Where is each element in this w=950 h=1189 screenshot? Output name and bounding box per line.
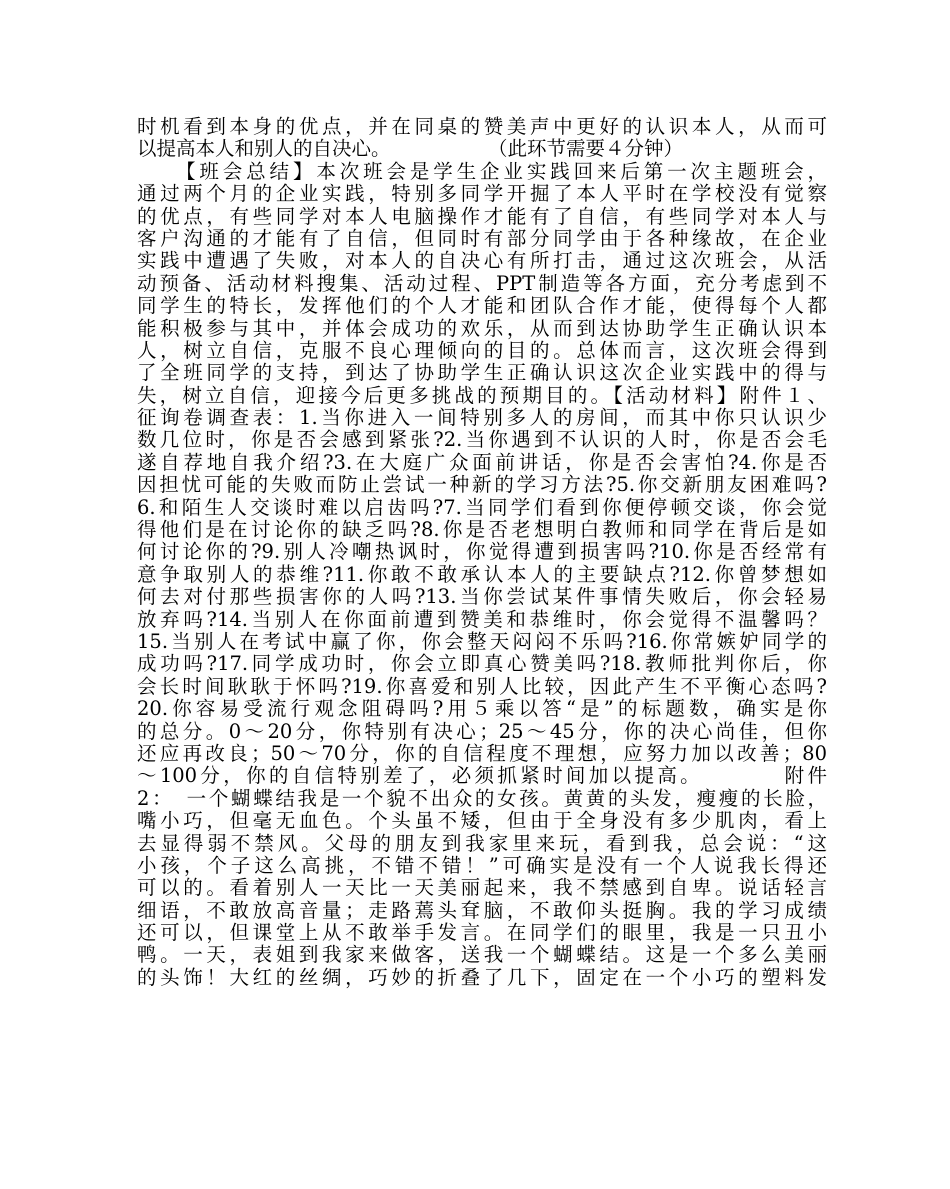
text-line-36: 细语，不敢放高音量；走路蔫头耷脑，不敢仰头挺胸。我的学习成绩 <box>137 899 827 922</box>
text-line-7: 实践中遭遇了失败，对本人的自决心有所打击，通过这次班会，从活 <box>137 250 827 273</box>
text-line-39: 的头饰！大红的丝绸，巧妙的折叠了几下，固定在一个小巧的塑料发 <box>137 966 827 989</box>
text-line-18: 6.和陌生人交谈时难以启齿吗?7.当同学们看到你便停顿交谈，你会觉 <box>137 496 827 519</box>
text-line-28: 的总分。0～20分，你特别有决心；25～45分，你的决心尚佳，但你 <box>137 720 827 743</box>
text-line-19: 得他们是在讨论你的缺乏吗?8.你是否老想明白教师和同学在背后是如 <box>137 519 827 542</box>
text-line-3: 【班会总结】本次班会是学生企业实践回来后第一次主题班会， <box>176 160 827 183</box>
text-line-9: 同学生的特长，发挥他们的个人才能和团队合作才能，使得每个人都 <box>137 295 827 318</box>
text-line-5: 的优点，有些同学对本人电脑操作才能有了自信，有些同学对本人与 <box>137 205 827 228</box>
text-line-25: 成功吗?17.同学成功时，你会立即真心赞美吗?18.教师批判你后，你 <box>137 653 827 676</box>
text-line-35: 可以的。看着别人一天比一天美丽起来，我不禁感到自卑。说话轻言 <box>137 877 827 900</box>
text-line-15: 数几位时，你是否会感到紧张?2.当你遇到不认识的人时，你是否会毛 <box>137 429 827 452</box>
text-line-27: 20.你容易受流行观念阻碍吗?用５乘以答“是”的标题数，确实是你 <box>137 698 827 721</box>
text-line-34: 小孩，个子这么高挑，不错不错！”可确实是没有一个人说我长得还 <box>137 854 827 877</box>
text-line-11: 人，树立自信，克服不良心理倾向的目的。总体而言，这次班会得到 <box>137 339 827 362</box>
text-line-17: 因担忧可能的失败而防止尝试一种新的学习方法?5.你交新朋友困难吗? <box>137 474 827 497</box>
text-line-26: 会长时间耿耿于怀吗?19.你喜爱和别人比较，因此产生不平衡心态吗? <box>137 675 827 698</box>
text-line-32: 嘴小巧，但毫无血色。个头虽不矮，但由于全身没有多少肌肉，看上 <box>137 810 827 833</box>
text-line-13: 失，树立自信，迎接今后更多挑战的预期目的。【活动材料】附件１、 <box>137 384 827 407</box>
text-line-38: 鸭。一天，表姐到我家来做客，送我一个蝴蝶结。这是一个多么美丽 <box>137 944 827 967</box>
document-page <box>137 116 827 989</box>
text-line-10: 能积极参与其中，并体会成功的欢乐，从而到达协助学生正确认识本 <box>137 317 827 340</box>
text-line-29: 还应再改良；50～70分，你的自信程度不理想，应努力加以改善；80 <box>137 742 827 765</box>
text-line-6: 客户沟通的才能有了自信，但同时有部分同学由于各种缘故，在企业 <box>137 227 827 250</box>
text-line-21: 意争取别人的恭维?11.你敢不敢承认本人的主要缺点?12.你曾梦想如 <box>137 563 827 586</box>
text-line-20: 何讨论你的?9.别人冷嘲热讽时，你觉得遭到损害吗?10.你是否经常有 <box>137 541 827 564</box>
text-line-4: 通过两个月的企业实践，特别多同学开掘了本人平时在学校没有觉察 <box>137 183 827 206</box>
text-line-22: 何去对付那些损害你的人吗?13.当你尝试某件事情失败后，你会轻易 <box>137 586 827 609</box>
text-line-31: 2： 一个蝴蝶结我是一个貌不出众的女孩。黄黄的头发，瘦瘦的长脸， <box>137 787 827 810</box>
text-line-2: 以提高本人和别人的自决心。 （此环节需要４分钟） <box>137 138 684 161</box>
text-line-1: 时机看到本身的优点，并在同桌的赞美声中更好的认识本人，从而可 <box>137 116 827 138</box>
text-line-16: 遂自荐地自我介绍?3.在大庭广众面前讲话，你是否会害怕?4.你是否 <box>137 451 827 474</box>
text-line-8: 动预备、活动材料搜集、活动过程、PPT制造等各方面，充分考虑到不 <box>137 272 827 295</box>
text-line-30: ～100分，你的自信特别差了，必须抓紧时间加以提高。 附件 <box>137 765 827 788</box>
text-line-24: 15.当别人在考试中赢了你，你会整天闷闷不乐吗?16.你常嫉妒同学的 <box>137 630 827 653</box>
text-line-37: 还可以，但课堂上从不敢举手发言。在同学们的眼里，我是一只丑小 <box>137 922 827 945</box>
text-line-14: 征询卷调查表：1.当你进入一间特别多人的房间，而其中你只认识少 <box>137 407 827 430</box>
text-line-12: 了全班同学的支持，到达了协助学生正确认识这次企业实践中的得与 <box>137 362 827 385</box>
text-line-33: 去显得弱不禁风。父母的朋友到我家里来玩，看到我，总会说：“这 <box>137 832 827 855</box>
text-line-23: 放弃吗?14.当别人在你面前遭到赞美和恭维时，你会觉得不温馨吗？ <box>137 608 827 631</box>
